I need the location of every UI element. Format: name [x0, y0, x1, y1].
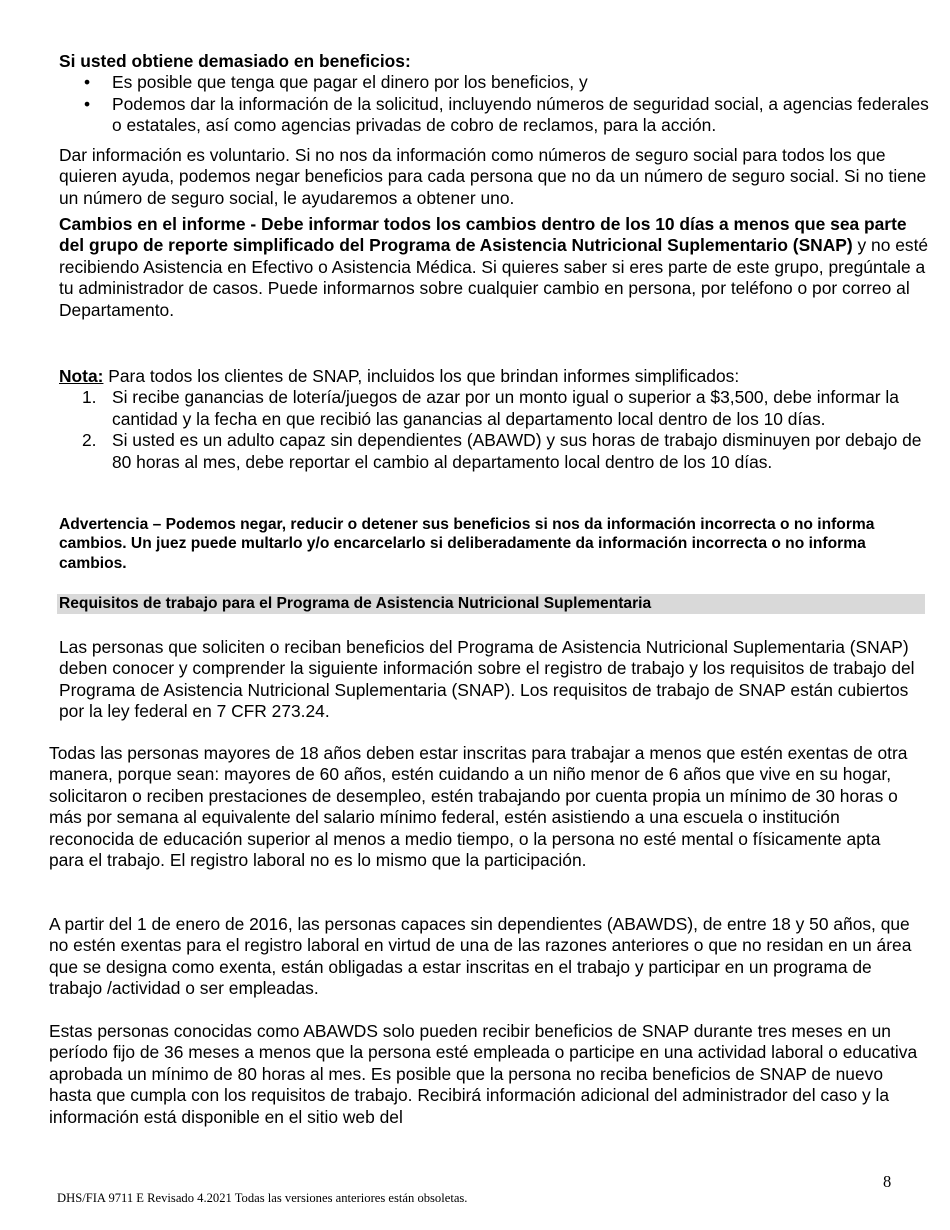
- list-item: [56, 72, 929, 93]
- abawd-time-limit-paragraph: Estas personas conocidas como ABAWDS solo pueden recibir beneficios de SNAP durante tres meses en un período fijo de 36 meses a menos que la persona esté empleada o participe en una actividad laboral o educativa aprobada un mínimo de 80 horas al mes. Es posible que la persona no reciba beneficios de SNAP de nuevo hasta que cumpla con los requisitos de trabajo. Recibirá información adicional del administrador del caso y la información está disponible en el sitio web del: [49, 1021, 918, 1127]
- list-text: Si usted es un adulto capaz sin dependientes (ABAWD) y sus horas de trabajo disminuyen por debajo de 80 horas al mes, debe reportar el cambio al departamento local dentro de los 10 días.: [112, 430, 922, 472]
- list-item: [56, 387, 929, 430]
- bullet-text: Podemos dar la información de la solicitud, incluyendo números de seguridad social, a agencias federales o estatales, así como agencias privadas de cobro de reclamos, para la acción.: [112, 93, 929, 136]
- list-item: [56, 94, 929, 137]
- note-numbered-list: [56, 387, 929, 473]
- work-requirements-heading-bar: [57, 594, 925, 614]
- work-requirements-intro: Las personas que soliciten o reciban beneficios del Programa de Asistencia Nutricional Suplementaria (SNAP) deben conocer y comprender la siguiente información sobre el registro de trabajo y los requisitos de trabajo del Programa de Asistencia Nutricional Suplementaria (SNAP). Los requisitos de trabajo de SNAP están cubiertos por la ley federal en 7 CFR 273.24.: [59, 637, 915, 722]
- report-changes-text: y no esté recibiendo Asistencia en Efectivo o Asistencia Médica. Si quieres saber si eres parte de este grupo, pregúntale a tu administrador de casos. Puede informarnos sobre cualquier cambio en persona, por teléfono o por correo al Departamento.: [59, 235, 929, 320]
- note-intro-text: Para todos los clientes de SNAP, incluidos los que brindan informes simplificados:: [103, 366, 740, 386]
- note-intro: [59, 366, 929, 387]
- report-changes-paragraph: [59, 214, 929, 321]
- overpayment-heading: Si usted obtiene demasiado en beneficios:: [59, 51, 411, 71]
- list-item: [56, 430, 929, 473]
- abawd-registration-paragraph: A partir del 1 de enero de 2016, las personas capaces sin dependientes (ABAWDS), de entre 18 y 50 años, que no estén exentas para el registro laboral en virtud de una de las razones anteriores o que no residan en un área que se designa como exenta, están obligadas a estar inscritas en el trabajo y participar en un programa de trabajo /actividad o ser empleadas.: [49, 914, 912, 999]
- report-changes-bold-text: Cambios en el informe - Debe informar todos los cambios dentro de los 10 días a menos que sea parte del grupo de reporte simplificado del Programa de Asistencia Nutricional Suplementario (SNAP): [59, 214, 907, 256]
- bullet-icon: •: [84, 93, 91, 114]
- voluntary-info-paragraph: Dar información es voluntario. Si no nos da información como números de seguro social para todos los que quieren ayuda, podemos negar beneficios para cada persona que no da un número de seguro social. Si no tiene un número de seguro social, le ayudaremos a obtener uno.: [59, 145, 927, 208]
- work-registration-paragraph: Todas las personas mayores de 18 años deben estar inscritas para trabajar a menos que estén exentas de otra manera, porque sean: mayores de 60 años, estén cuidando a un niño menor de 6 años que vive en su hogar, solicitaron o reciben prestaciones de desempleo, estén trabajando por cuenta propia un mínimo de 30 horas o más por semana al equivalente del salario mínimo federal, estén asistiendo a una escuela o institución reconocida de educación superior al menos a medio tiempo, o la persona no esté mental o físicamente apta para el trabajo. El registro laboral no es lo mismo que la participación.: [49, 743, 908, 871]
- form-footer: DHS/FIA 9711 E Revisado 4.2021 Todas las versiones anteriores están obsoletas.: [57, 1191, 468, 1205]
- bullet-text: Es posible que tenga que pagar el dinero por los beneficios, y: [112, 72, 588, 93]
- benefits-overpayment-section: [59, 51, 929, 137]
- note-label: Nota:: [59, 366, 104, 386]
- bullet-icon: •: [84, 72, 91, 93]
- list-number: 1.: [82, 387, 97, 408]
- work-requirements-heading: Requisitos de trabajo para el Programa de Asistencia Nutricional Suplementaria: [59, 595, 652, 612]
- warning-paragraph: Advertencia – Podemos negar, reducir o detener sus beneficios si nos da información incorrecta o no informa cambios. Un juez puede multarlo y/o encarcelarlo si deliberadamente da información incorrecta o no informa cambios.: [59, 516, 875, 572]
- note-section: [59, 366, 929, 473]
- list-number: 2.: [82, 430, 97, 451]
- list-text: Si recibe ganancias de lotería/juegos de azar por un monto igual o superior a $3,500, debe informar la cantidad y la fecha en que recibió las ganancias al departamento local dentro de los 10 días.: [112, 387, 899, 429]
- overpayment-bullet-list: [56, 72, 929, 136]
- page-number: 8: [883, 1172, 892, 1191]
